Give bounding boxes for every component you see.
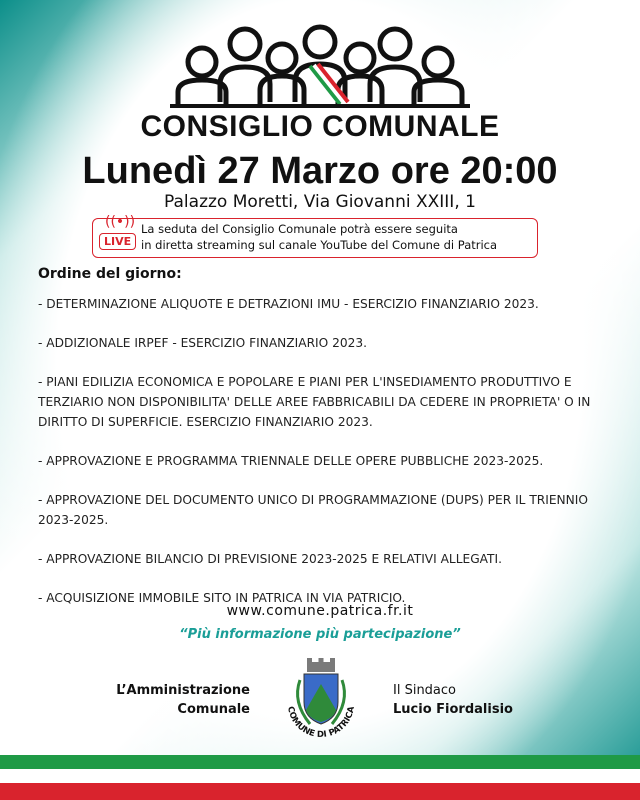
agenda-item: - ADDIZIONALE IRPEF - ESERCIZIO FINANZIARIO 2023. (38, 336, 367, 350)
motto: “Più informazione più partecipazione” (179, 627, 461, 642)
administration-line-1: L’Amministrazione (116, 683, 250, 698)
svg-text:COMUNE DI PATRICA: COMUNE DI PATRICA (285, 705, 357, 741)
live-stream-notice (92, 214, 538, 258)
live-notice-text (141, 221, 497, 253)
live-notice-line-1: La seduta del Consiglio Comunale potrà essere seguita (141, 222, 458, 236)
administration-line-2: Comunale (177, 702, 250, 717)
agenda-item: - APPROVAZIONE E PROGRAMMA TRIENNALE DELLE OPERE PUBBLICHE 2023-2025. (38, 454, 544, 468)
agenda-item: - APPROVAZIONE DEL DOCUMENTO UNICO DI PROGRAMMAZIONE (DUPS) PER IL TRIENNIO 2023-2025. (38, 493, 588, 527)
mayor-signature (393, 681, 553, 719)
flag-white-stripe (0, 769, 640, 783)
agenda-item: - DETERMINAZIONE ALIQUOTE E DETRAZIONI IMU - ESERCIZIO FINANZIARIO 2023. (38, 297, 539, 311)
flag-red-stripe (0, 783, 640, 800)
agenda-item: - APPROVAZIONE BILANCIO DI PREVISIONE 2023-2025 E RELATIVI ALLEGATI. (38, 552, 502, 566)
agenda-item: - PIANI EDILIZIA ECONOMICA E POPOLARE E PIANI PER L'INSEDIAMENTO PRODUTTIVO E TERZIARIO NON DISPONIBILITA' DELLE AREE FABBRICABILI DA CEDERE IN PROPRIETA' O IN DIRITTO DI SUPERFICIE. ESERCIZIO FINANZIARIO 2023. (38, 375, 591, 429)
flag-green-stripe (0, 755, 640, 769)
live-notice-line-2: in diretta streaming sul canale YouTube del Comune di Patrica (141, 238, 498, 252)
broadcast-icon: ((•)) (105, 214, 136, 230)
mayor-title: Il Sindaco (393, 683, 457, 698)
administration-signature (110, 681, 250, 719)
tricolour-band (0, 755, 640, 800)
event-date: Lunedì 27 Marzo ore 20:00 (82, 150, 558, 192)
live-badge: LIVE (99, 233, 136, 250)
municipal-crest-icon (276, 658, 366, 744)
council-people-icon (0, 22, 640, 112)
agenda-title: Ordine del giorno: (38, 266, 182, 282)
agenda-list (38, 294, 608, 627)
website-link[interactable]: www.comune.patrica.fr.it (226, 603, 414, 619)
mayor-name: Lucio Fiordalisio (393, 702, 513, 717)
page-title: CONSIGLIO COMUNALE (140, 110, 500, 143)
event-venue: Palazzo Moretti, Via Giovanni XXIII, 1 (164, 192, 476, 212)
agenda-item: - ACQUISIZIONE IMMOBILE SITO IN PATRICA IN VIA PATRICIO. (38, 591, 406, 605)
